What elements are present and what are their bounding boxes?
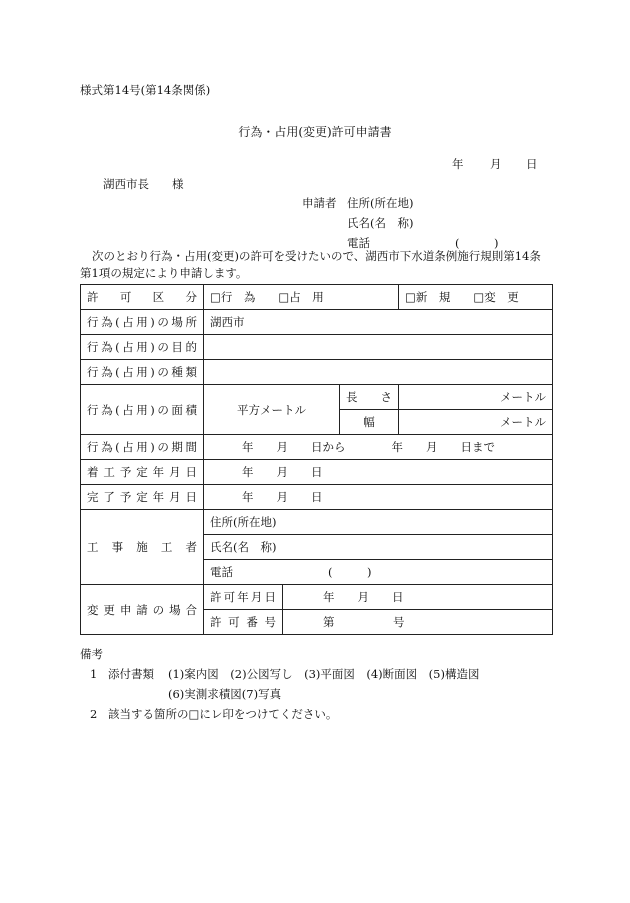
applicant-address-label: 住所(所在地) xyxy=(347,196,414,210)
applicant-phone-paren: ( ) xyxy=(455,236,499,250)
notes xyxy=(80,644,479,724)
permit-no-suffix: 号 xyxy=(393,615,405,629)
start-date-label: 着工予定年月日 xyxy=(81,460,204,485)
area-label: 行為(占用)の面積 xyxy=(81,385,204,435)
addressee: 湖西市長 様 xyxy=(103,177,184,191)
contractor-phone-label: 電話 xyxy=(210,565,233,579)
contractor-phone[interactable] xyxy=(204,560,553,585)
place-value[interactable]: 湖西市 xyxy=(204,310,553,335)
start-date-value[interactable]: 年 月 日 xyxy=(204,460,553,485)
purpose-label: 行為(占用)の目的 xyxy=(81,335,204,360)
end-date-label: 完了予定年月日 xyxy=(81,485,204,510)
length-label: 長 さ xyxy=(340,385,399,410)
date-line xyxy=(452,156,538,172)
length-unit[interactable]: メートル xyxy=(399,385,553,410)
date-day: 日 xyxy=(526,157,538,171)
purpose-field[interactable] xyxy=(204,335,553,360)
note-1-number: 1 xyxy=(90,667,98,681)
note-1-line2: (6)実測求積図(7)写真 xyxy=(168,687,282,701)
permit-no-prefix: 第 xyxy=(323,615,335,629)
applicant-name-label: 氏名(名 称) xyxy=(347,216,414,230)
note-2-number: 2 xyxy=(90,707,98,721)
application-table xyxy=(80,284,553,635)
note-item-1 xyxy=(80,664,479,684)
period-value[interactable]: 年 月 日から 年 月 日まで xyxy=(204,435,553,460)
date-month: 月 xyxy=(490,157,502,171)
permit-date-label: 許可年月日 xyxy=(204,585,283,610)
contractor-phone-paren: ( ) xyxy=(328,565,372,579)
place-label: 行為(占用)の場所 xyxy=(81,310,204,335)
kubun-label: 許可区分 xyxy=(81,285,204,310)
contractor-address[interactable]: 住所(所在地) xyxy=(204,510,553,535)
permit-no-label: 許可番号 xyxy=(204,610,283,635)
permit-no-value[interactable] xyxy=(283,610,553,635)
note-2-text: 該当する箇所の□にレ印をつけてください。 xyxy=(108,707,338,721)
applicant-block xyxy=(302,193,498,253)
note-1-label: 添付書類 xyxy=(108,667,154,681)
contractor-label: 工事施工者 xyxy=(81,510,204,585)
type-field[interactable] xyxy=(204,360,553,385)
change-label: 変更申請の場合 xyxy=(81,585,204,635)
date-year: 年 xyxy=(452,157,464,171)
kubun-options-b[interactable]: □新 規 □変 更 xyxy=(399,285,553,310)
form-number: 様式第14号(第14条関係) xyxy=(80,83,211,97)
form-title: 行為・占用(変更)許可申請書 xyxy=(238,125,392,139)
period-label: 行為(占用)の期間 xyxy=(81,435,204,460)
applicant-role: 申請者 xyxy=(302,196,337,210)
applicant-phone-label: 電話 xyxy=(347,236,370,250)
note-item-2 xyxy=(80,704,479,724)
permit-date-value[interactable]: 年 月 日 xyxy=(283,585,553,610)
note-1-line1: (1)案内図 (2)公図写し (3)平面図 (4)断面図 (5)構造図 xyxy=(168,667,480,681)
area-unit[interactable]: 平方メートル xyxy=(204,385,340,435)
end-date-value[interactable]: 年 月 日 xyxy=(204,485,553,510)
width-label: 幅 xyxy=(340,410,399,435)
width-unit[interactable]: メートル xyxy=(399,410,553,435)
type-label: 行為(占用)の種類 xyxy=(81,360,204,385)
kubun-options-a[interactable]: □行 為 □占 用 xyxy=(204,285,399,310)
application-statement: 次のとおり行為・占用(変更)の許可を受けたいので、湖西市下水道条例施行規則第14条第1項の規定により申請します。 xyxy=(80,249,541,280)
contractor-name[interactable]: 氏名(名 称) xyxy=(204,535,553,560)
notes-heading: 備考 xyxy=(80,647,103,661)
